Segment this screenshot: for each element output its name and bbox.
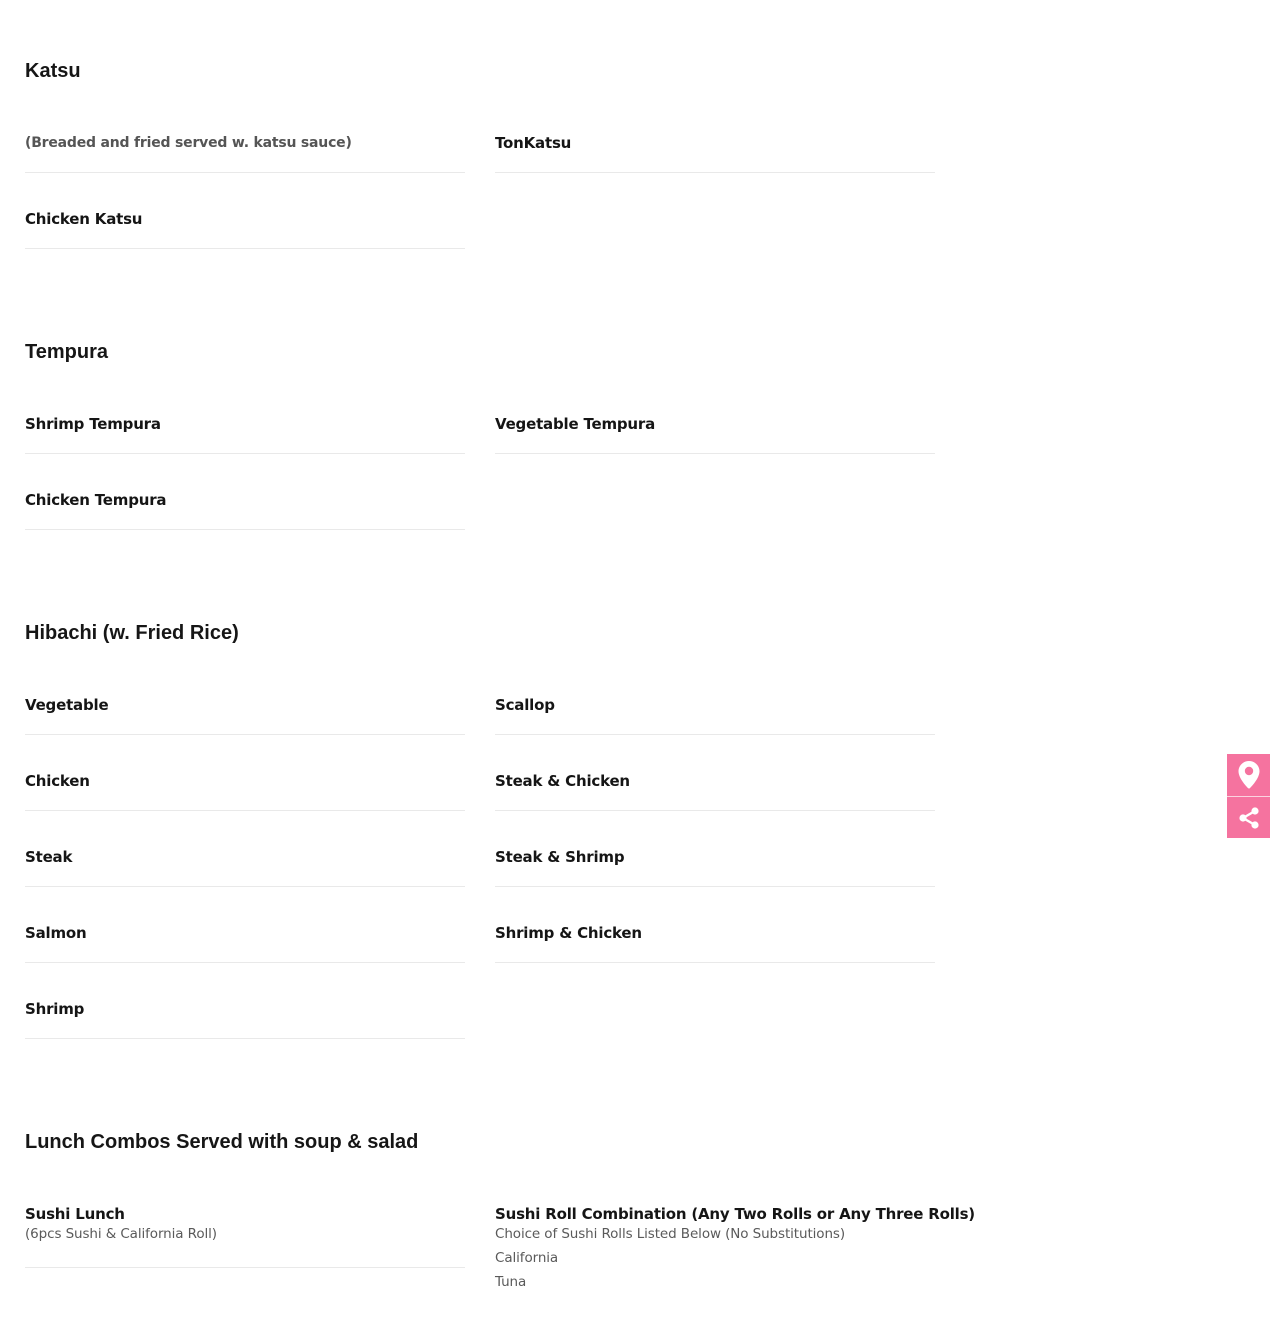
menu-item[interactable] [25,415,465,454]
item-description: Choice of Sushi Rolls Listed Below (No Substitutions) [495,1226,846,1242]
item-name: Vegetable [25,696,109,714]
item-name: Shrimp & Chicken [495,924,642,942]
item-name: Steak & Shrimp [495,848,625,866]
location-button[interactable] [1227,754,1270,796]
item-name: Sushi Roll Combination (Any Two Rolls or Any Three Rolls) [495,1205,975,1223]
menu-item[interactable] [25,1205,465,1268]
floating-action-bar [1227,754,1270,838]
share-icon [1237,806,1261,830]
menu-item[interactable] [495,772,935,811]
menu-item[interactable] [495,696,935,735]
item-name: Steak [25,848,73,866]
menu-item[interactable] [25,696,465,735]
section-title: Katsu [25,60,81,82]
menu-item[interactable] [495,924,935,963]
item-name: Vegetable Tempura [495,415,656,433]
map-pin-icon [1237,760,1261,790]
section-title: Hibachi (w. Fried Rice) [25,622,239,644]
menu-item[interactable] [495,848,935,887]
item-name: Scallop [495,696,555,714]
item-description: California [495,1250,559,1266]
menu-item[interactable] [495,134,935,173]
menu-item[interactable] [495,1205,975,1325]
item-name: Shrimp [25,1000,85,1018]
menu-item[interactable] [25,210,465,249]
item-name: Chicken Tempura [25,491,167,509]
menu-item[interactable] [25,491,465,530]
menu-item[interactable] [25,772,465,811]
item-name: Chicken [25,772,90,790]
menu-item[interactable] [25,1000,465,1039]
item-name: TonKatsu [495,134,572,152]
section-title: Lunch Combos Served with soup & salad [25,1131,419,1153]
menu-item[interactable] [495,415,935,454]
item-name: Chicken Katsu [25,210,143,228]
item-name: (Breaded and fried served w. katsu sauce) [25,135,352,151]
item-name: Shrimp Tempura [25,415,161,433]
share-button[interactable] [1227,796,1270,838]
menu-item[interactable] [25,134,465,173]
section-title: Tempura [25,341,108,363]
menu-item[interactable] [25,924,465,963]
item-name: Sushi Lunch [25,1205,125,1223]
item-description: Tuna [495,1274,527,1290]
menu-item[interactable] [25,848,465,887]
item-description: (6pcs Sushi & California Roll) [25,1226,217,1242]
item-name: Steak & Chicken [495,772,630,790]
item-name: Salmon [25,924,87,942]
